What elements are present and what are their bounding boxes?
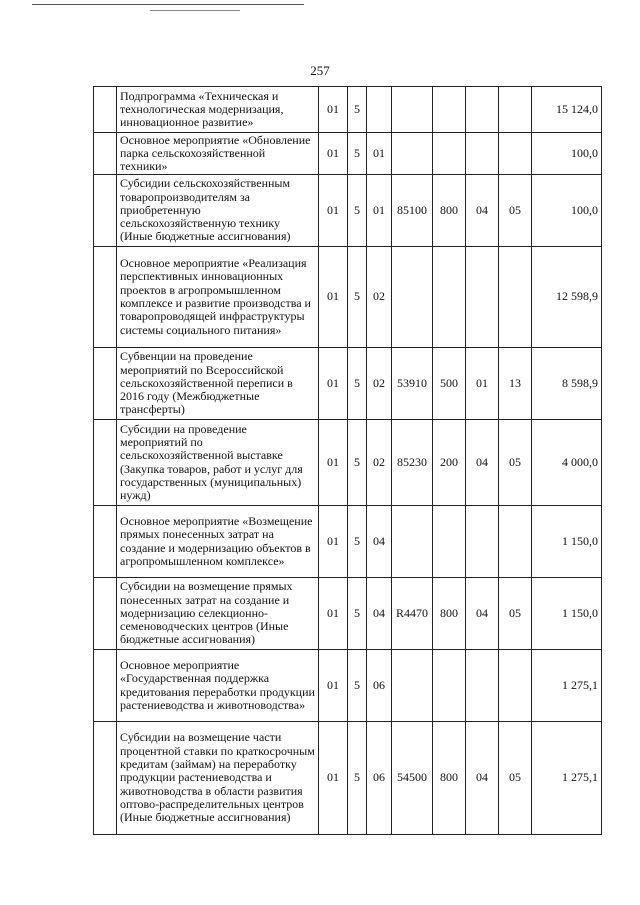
scan-top-rule-2	[150, 10, 240, 11]
table-row	[94, 506, 602, 578]
col-code-1: 01	[319, 247, 348, 348]
row-margin-cell	[94, 247, 117, 348]
page-number: 257	[310, 63, 330, 78]
col-amount: 12 598,9	[532, 247, 602, 348]
col-section	[466, 133, 499, 175]
row-name: Субсидии сельскохозяйственным товаропроизводителям за приобретенную сельскохозяйственную технику (Иные бюджетные ассигнования)	[120, 176, 291, 244]
row-name: Субсидии на проведение мероприятий по сельскохозяйственной выставке (Закупка товаров, работ и услуг для государственных (муниципальных) нужд)	[120, 421, 303, 503]
col-subsection	[499, 247, 532, 348]
row-margin-cell	[94, 175, 117, 247]
row-name: Подпрограмма «Техническая и технологическая модернизация, инновационное развитие»	[120, 88, 284, 130]
budget-table-body	[94, 87, 602, 835]
col-code-2: 5	[348, 175, 367, 247]
col-target-article: 53910	[392, 348, 433, 420]
col-code-3: 02	[367, 247, 392, 348]
row-name-cell	[117, 506, 319, 578]
col-subsection	[499, 650, 532, 722]
row-margin-cell	[94, 348, 117, 420]
col-code-3: 04	[367, 578, 392, 650]
col-subsection: 13	[499, 348, 532, 420]
col-code-1: 01	[319, 578, 348, 650]
col-subsection	[499, 506, 532, 578]
col-target-article: 85230	[392, 420, 433, 506]
col-amount: 15 124,0	[532, 87, 602, 133]
col-code-1: 01	[319, 175, 348, 247]
row-name-cell	[117, 650, 319, 722]
col-target-article: 85100	[392, 175, 433, 247]
row-name-cell	[117, 247, 319, 348]
col-code-3: 01	[367, 133, 392, 175]
row-margin-cell	[94, 506, 117, 578]
col-code-1: 01	[319, 87, 348, 133]
col-expense-type: 500	[433, 348, 466, 420]
row-margin-cell	[94, 650, 117, 722]
col-amount: 100,0	[532, 133, 602, 175]
row-margin-cell	[94, 722, 117, 835]
col-section	[466, 506, 499, 578]
col-expense-type	[433, 133, 466, 175]
row-name: Субвенции на проведение мероприятий по Всероссийской сельскохозяйственной переписи в 2016 году (Межбюджетные трансферты)	[120, 349, 293, 417]
col-amount: 1 275,1	[532, 722, 602, 835]
col-code-1: 01	[319, 506, 348, 578]
col-subsection: 05	[499, 420, 532, 506]
row-name-cell	[117, 578, 319, 650]
row-margin-cell	[94, 133, 117, 175]
col-amount: 1 150,0	[532, 506, 602, 578]
col-section	[466, 650, 499, 722]
row-name-cell	[117, 348, 319, 420]
row-name: Субсидии на возмещение части процентной ставки по краткосрочным кредитам (займам) на переработку продукции растениеводства и животноводства в области развития оптово-распределительных центров (Иные бюджетные ассигнования)	[120, 730, 315, 825]
col-expense-type: 800	[433, 578, 466, 650]
col-amount: 1 275,1	[532, 650, 602, 722]
col-code-3: 01	[367, 175, 392, 247]
table-row	[94, 650, 602, 722]
row-margin-cell	[94, 87, 117, 133]
col-subsection: 05	[499, 578, 532, 650]
col-section: 04	[466, 578, 499, 650]
col-code-3: 06	[367, 650, 392, 722]
row-name: Субсидии на возмещение прямых понесенных затрат на создание и модернизацию селекционно-семеноводческих центров (Иные бюджетные ассигнования)	[120, 579, 293, 647]
col-code-2: 5	[348, 420, 367, 506]
col-code-2: 5	[348, 133, 367, 175]
col-expense-type: 800	[433, 175, 466, 247]
table-row	[94, 578, 602, 650]
table-row	[94, 133, 602, 175]
col-subsection	[499, 133, 532, 175]
col-expense-type	[433, 247, 466, 348]
col-code-2: 5	[348, 722, 367, 835]
col-code-2: 5	[348, 650, 367, 722]
col-expense-type: 200	[433, 420, 466, 506]
col-expense-type	[433, 87, 466, 133]
budget-table	[93, 86, 602, 835]
col-expense-type	[433, 506, 466, 578]
col-subsection	[499, 87, 532, 133]
table-row	[94, 175, 602, 247]
col-section: 04	[466, 175, 499, 247]
col-code-3	[367, 87, 392, 133]
col-expense-type	[433, 650, 466, 722]
row-name: Основное мероприятие «Реализация перспективных инновационных проектов в агропромышленном комплексе и развитие производства и товаропроводящей инфраструктуры системы социального питания»	[120, 256, 311, 337]
col-target-article	[392, 506, 433, 578]
col-amount: 100,0	[532, 175, 602, 247]
col-code-3: 06	[367, 722, 392, 835]
col-target-article: 54500	[392, 722, 433, 835]
col-section	[466, 87, 499, 133]
col-section: 04	[466, 420, 499, 506]
col-target-article	[392, 247, 433, 348]
row-margin-cell	[94, 420, 117, 506]
col-code-2: 5	[348, 348, 367, 420]
col-target-article	[392, 87, 433, 133]
col-code-2: 5	[348, 578, 367, 650]
col-target-article	[392, 650, 433, 722]
row-name-cell	[117, 133, 319, 175]
col-target-article: R4470	[392, 578, 433, 650]
scan-top-rule	[32, 4, 304, 5]
row-name-cell	[117, 87, 319, 133]
col-code-2: 5	[348, 87, 367, 133]
col-subsection: 05	[499, 722, 532, 835]
table-row	[94, 722, 602, 835]
table-row	[94, 247, 602, 348]
table-row	[94, 348, 602, 420]
col-amount: 1 150,0	[532, 578, 602, 650]
row-name-cell	[117, 175, 319, 247]
col-section: 04	[466, 722, 499, 835]
col-code-1: 01	[319, 650, 348, 722]
row-name: Основное мероприятие «Государственная поддержка кредитования переработки продукции растениеводства и животноводства»	[120, 657, 315, 712]
col-subsection: 05	[499, 175, 532, 247]
col-expense-type: 800	[433, 722, 466, 835]
row-name-cell	[117, 420, 319, 506]
table-row	[94, 87, 602, 133]
col-code-3: 02	[367, 348, 392, 420]
col-amount: 8 598,9	[532, 348, 602, 420]
col-code-3: 04	[367, 506, 392, 578]
col-amount: 4 000,0	[532, 420, 602, 506]
col-code-1: 01	[319, 722, 348, 835]
col-code-3: 02	[367, 420, 392, 506]
col-code-1: 01	[319, 348, 348, 420]
col-section	[466, 247, 499, 348]
row-name-cell	[117, 722, 319, 835]
col-code-2: 5	[348, 506, 367, 578]
table-row	[94, 420, 602, 506]
col-code-2: 5	[348, 247, 367, 348]
col-target-article	[392, 133, 433, 175]
col-section: 01	[466, 348, 499, 420]
row-margin-cell	[94, 578, 117, 650]
row-name: Основное мероприятие «Возмещение прямых понесенных затрат на создание и модернизацию объектов в агропромышленном комплексе»	[120, 513, 313, 568]
col-code-1: 01	[319, 133, 348, 175]
col-code-1: 01	[319, 420, 348, 506]
row-name: Основное мероприятие «Обновление парка сельскохозяйственной техники»	[120, 132, 311, 174]
